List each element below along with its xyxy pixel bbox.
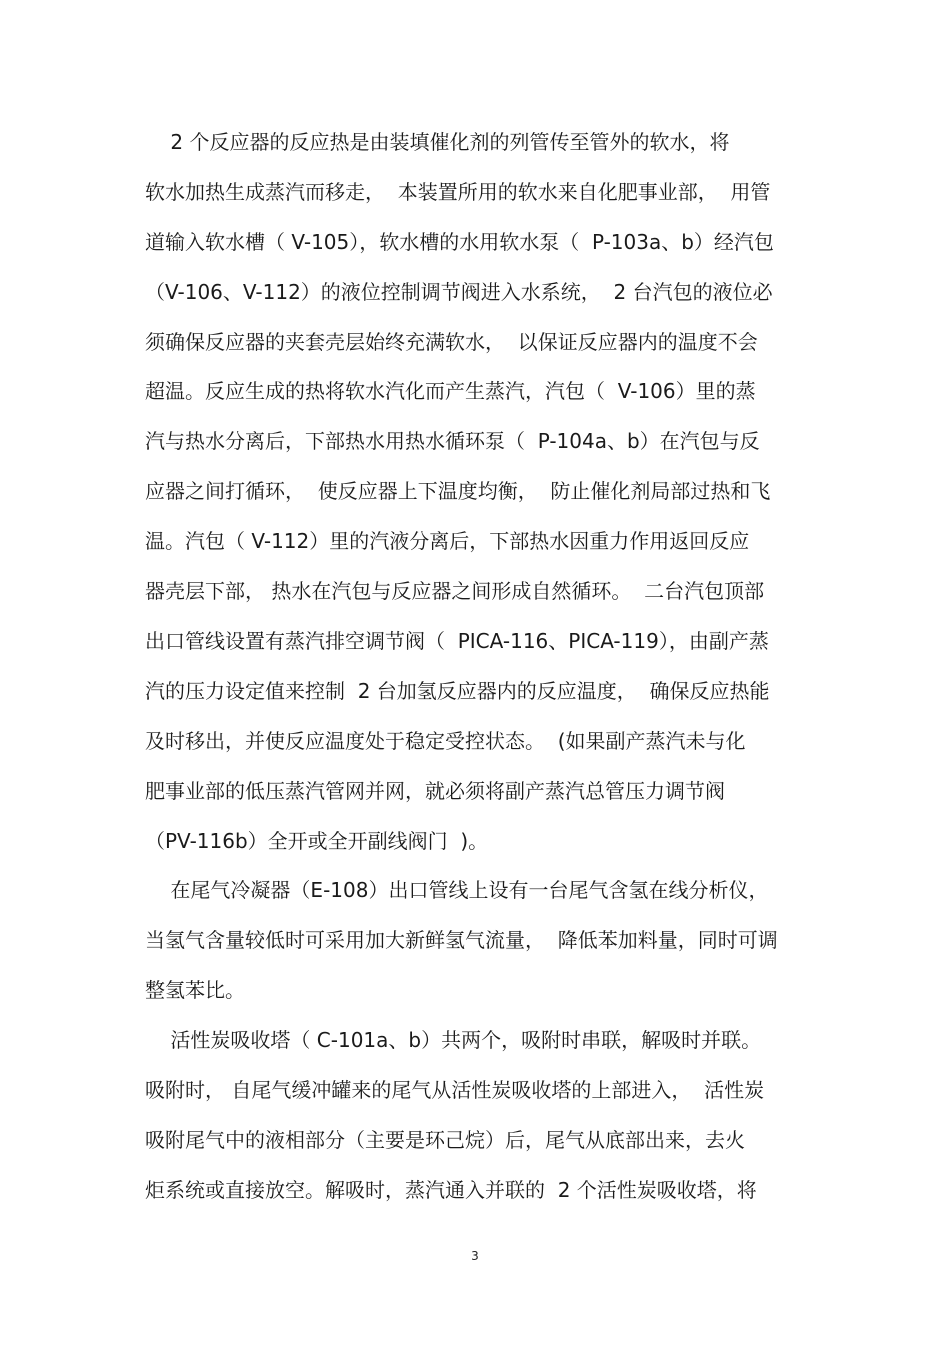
text-line: 活性炭吸收塔（ C-101a、b）共两个，吸附时串联，解吸时并联。 — [145, 1028, 762, 1052]
text-line: 及时移出，并使反应温度处于稳定受控状态。 (如果副产蒸汽未与化 — [145, 729, 746, 753]
text-line: 须确保反应器的夹套壳层始终充满软水， 以保证反应器内的温度不会 — [145, 330, 758, 354]
text-line: 2 个反应器的反应热是由装填催化剂的列管传至管外的软水，将 — [145, 130, 730, 154]
text-line: （PV-116b）全开或全开副线阀门 )。 — [145, 829, 489, 853]
text-line: 当氢气含量较低时可采用加大新鲜氢气流量， 降低苯加料量，同时可调 — [145, 928, 778, 952]
text-line: 汽的压力设定值来控制 2 台加氢反应器内的反应温度， 确保反应热能 — [145, 679, 770, 703]
text-line: 器壳层下部， 热水在汽包与反应器之间形成自然循环。 二台汽包顶部 — [145, 579, 765, 603]
text-line: 温。汽包（ V-112）里的汽液分离后，下部热水因重力作用返回反应 — [145, 529, 750, 553]
text-line: 出口管线设置有蒸汽排空调节阀（ PICA-116、PICA-119），由副产蒸 — [145, 629, 769, 653]
text-line: 软水加热生成蒸汽而移走， 本装置所用的软水来自化肥事业部， 用管 — [145, 180, 771, 204]
text-line: （V-106、V-112）的液位控制调节阀进入水系统， 2 台汽包的液位必 — [145, 280, 773, 304]
text-line: 炬系统或直接放空。解吸时，蒸汽通入并联的 2 个活性炭吸收塔，将 — [145, 1178, 757, 1202]
text-line: 吸附尾气中的液相部分（主要是环己烷）后，尾气从底部出来，去火 — [145, 1128, 745, 1152]
text-line: 吸附时， 自尾气缓冲罐来的尾气从活性炭吸收塔的上部进入， 活性炭 — [145, 1078, 765, 1102]
text-line: 整氢苯比。 — [145, 978, 245, 1002]
text-line: 在尾气冷凝器（E-108）出口管线上设有一台尾气含氢在线分析仪， — [145, 878, 769, 902]
text-line: 道输入软水槽（ V-105），软水槽的水用软水泵（ P-103a、b）经汽包 — [145, 230, 774, 254]
text-line: 超温。反应生成的热将软水汽化而产生蒸汽，汽包（ V-106）里的蒸 — [145, 379, 756, 403]
text-line: 汽与热水分离后，下部热水用热水循环泵（ P-104a、b）在汽包与反 — [145, 429, 760, 453]
text-line: 肥事业部的低压蒸汽管网并网，就必须将副产蒸汽总管压力调节阀 — [145, 779, 725, 803]
text-line: 应器之间打循环， 使反应器上下温度均衡， 防止催化剂局部过热和飞 — [145, 479, 771, 503]
page-number: 3 — [471, 1249, 479, 1263]
